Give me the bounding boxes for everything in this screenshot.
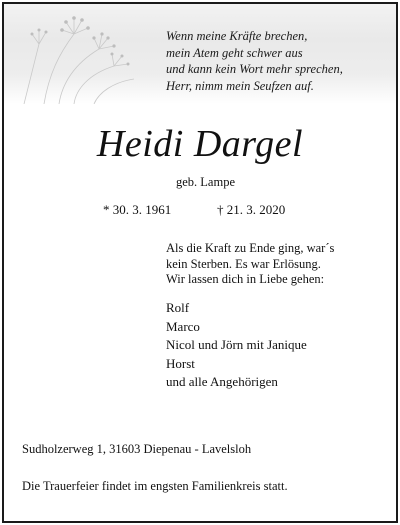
mourner: Marco — [166, 318, 200, 334]
address: Sudholzerweg 1, 31603 Diepenau - Lavelsloh — [22, 442, 252, 456]
verse-line: Wenn meine Kräfte brechen, — [166, 29, 308, 43]
death-date: † 21. 3. 2020 — [217, 202, 286, 217]
verse — [166, 28, 343, 94]
obituary-notice — [2, 2, 398, 523]
mourners-list — [166, 299, 307, 392]
quote — [166, 241, 334, 288]
header-banner — [4, 4, 396, 104]
verse-line: und kann kein Wort mehr sprechen, — [166, 62, 343, 76]
birth-date: * 30. 3. 1961 — [103, 202, 172, 217]
birth-name: geb. Lampe — [176, 175, 236, 189]
quote-line: Als die Kraft zu Ende ging, war´s — [166, 241, 335, 255]
mourner: Rolf — [166, 300, 190, 315]
funeral-notice: Die Trauerfeier findet im engsten Familienkreis statt. — [22, 479, 288, 493]
verse-line: Herr, nimm mein Seufzen auf. — [166, 78, 314, 93]
mourner: Nicol und Jörn mit Janique — [166, 337, 307, 352]
verse-line: mein Atem geht schwer aus — [166, 45, 303, 60]
quote-line: kein Sterben. Es war Erlösung. — [166, 256, 321, 271]
mourner: und alle Angehörigen — [166, 374, 278, 389]
mourner: Horst — [166, 355, 195, 371]
deceased-name: Heidi Dargel — [96, 123, 304, 165]
quote-line: Wir lassen dich in Liebe gehen: — [166, 272, 325, 286]
